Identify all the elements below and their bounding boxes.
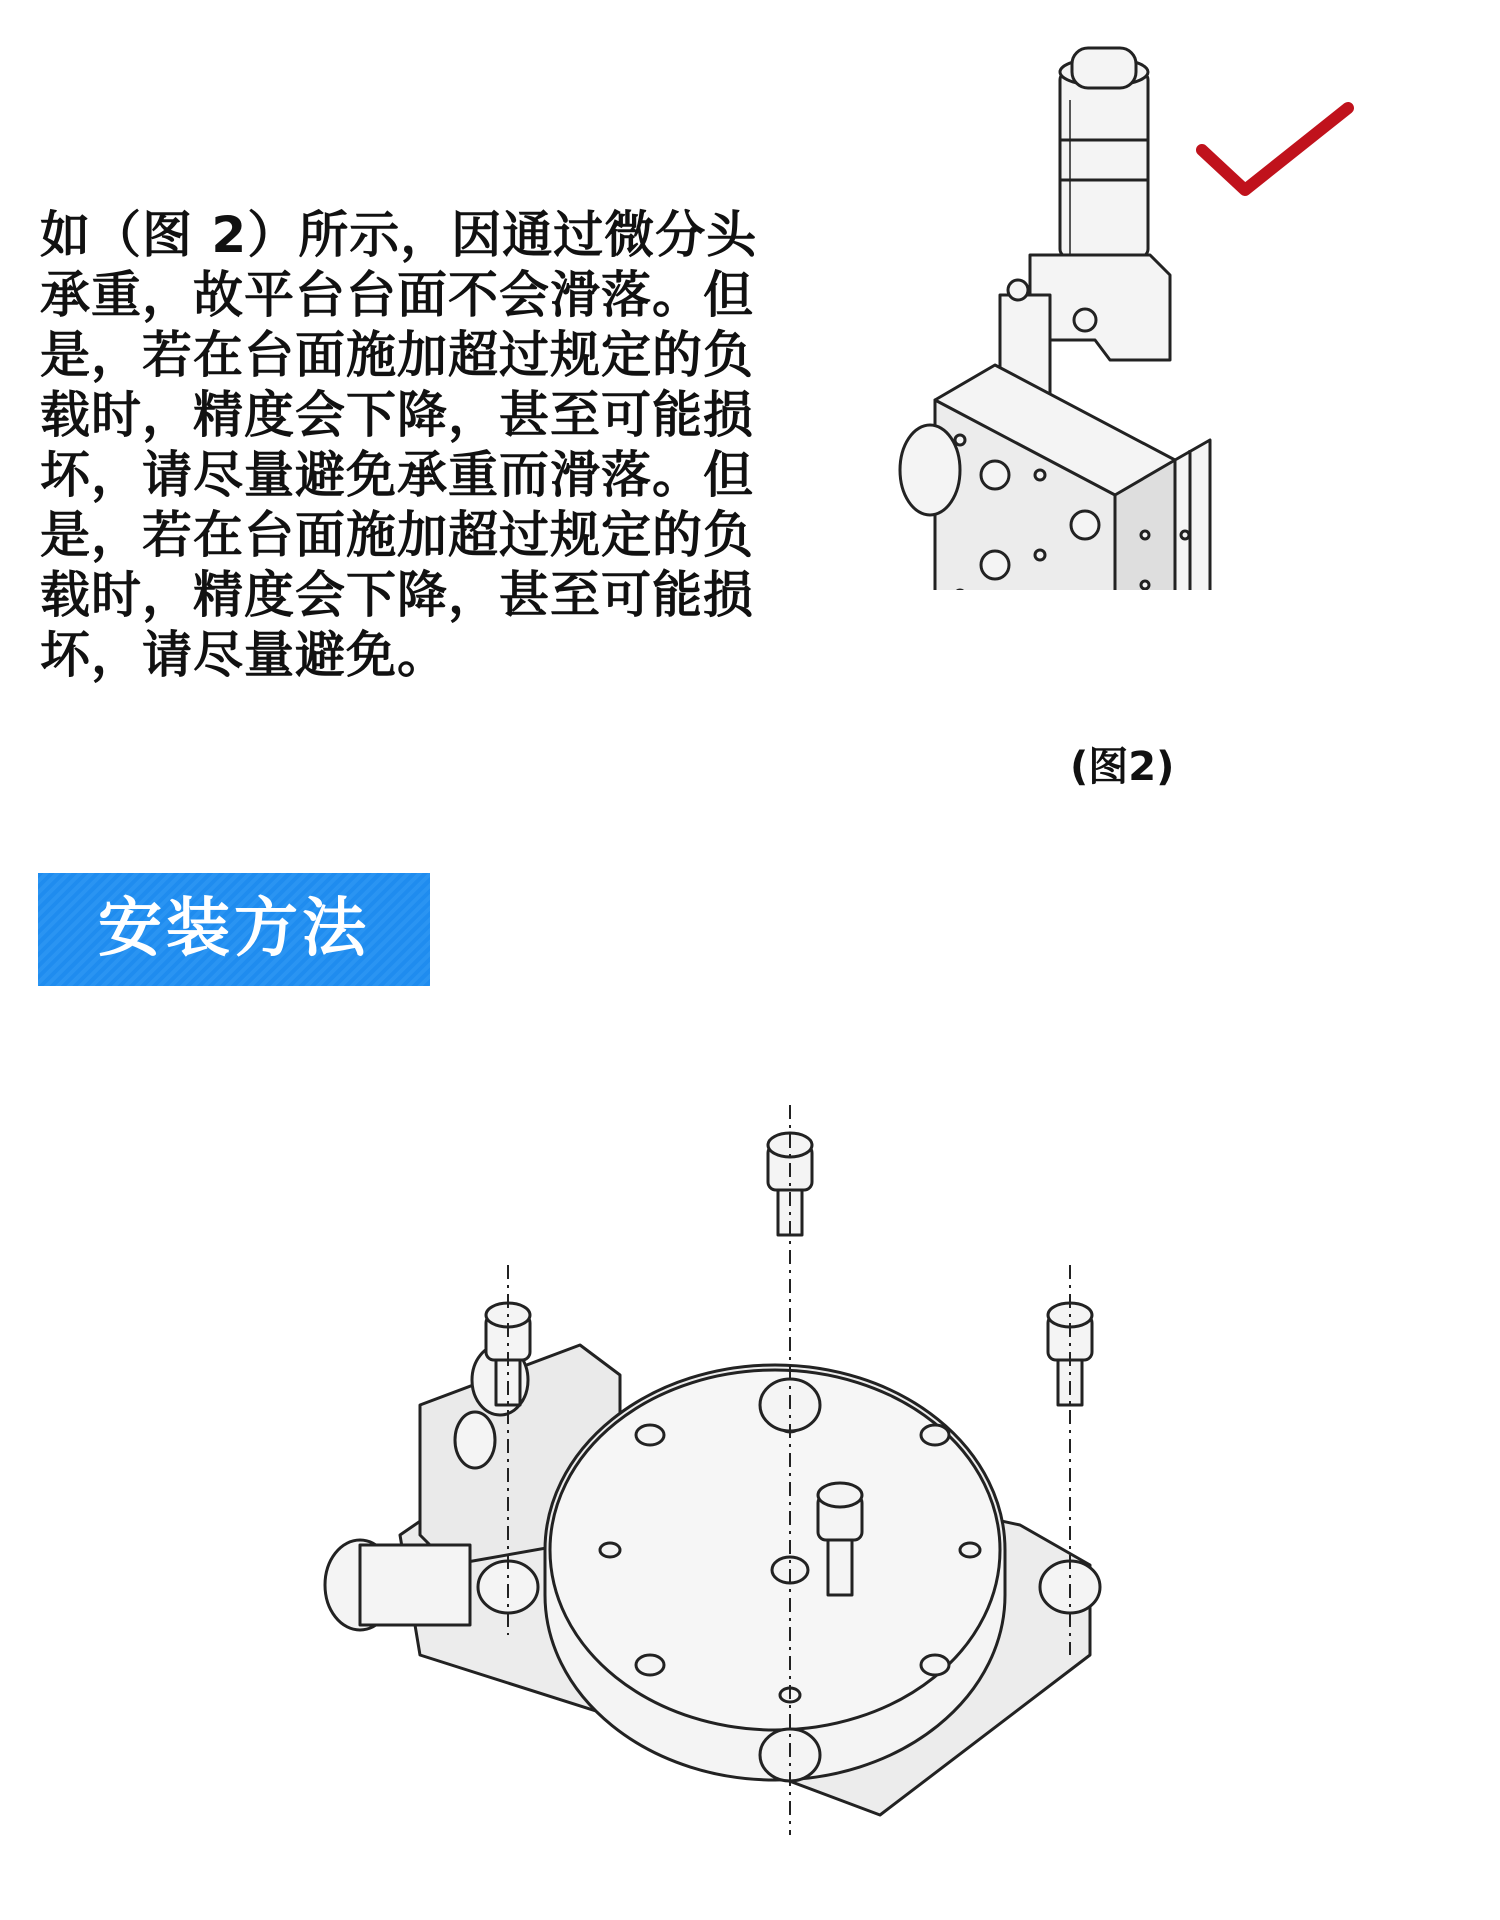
bottom-cut-text (0, 1880, 1500, 1920)
description-line: 如（图 2）所示，因通过微分头 (40, 206, 758, 264)
section-title-badge: 安装方法 (38, 873, 430, 986)
installation-drawing (320, 1095, 1180, 1855)
description-line: 载时，精度会下降，甚至可能损 (40, 566, 754, 624)
description-line: 是，若在台面施加超过规定的负 (40, 506, 754, 564)
description-line: 坏，请尽量避免。 (40, 626, 448, 684)
installation-illustration (320, 1095, 1180, 1855)
description-line: 是，若在台面施加超过规定的负 (40, 326, 754, 384)
figure-2-stage-illustration (860, 30, 1380, 590)
description-line: 承重，故平台台面不会滑落。但 (40, 266, 754, 324)
description-paragraph (40, 205, 760, 685)
description-line: 坏，请尽量避免承重而滑落。但 (40, 446, 754, 504)
figure-2-caption: (图2) (1070, 744, 1175, 790)
checkmark-icon (1190, 90, 1360, 210)
description-line: 载时，精度会下降，甚至可能损 (40, 386, 754, 444)
